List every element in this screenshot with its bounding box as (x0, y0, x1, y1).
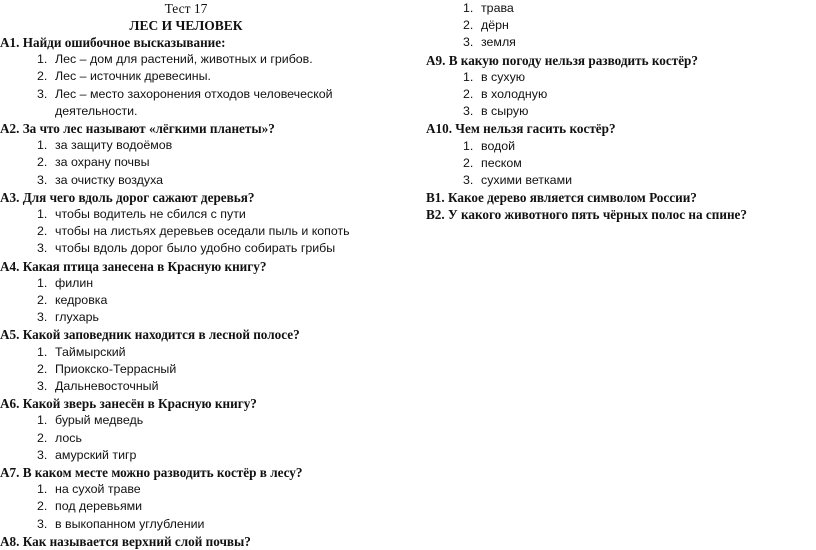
option-text: кедровка (55, 292, 108, 307)
right-column (426, 0, 816, 224)
question-text: А3. Для чего вдоль дорог сажают деревья? (0, 189, 255, 205)
answer-option (0, 516, 420, 533)
option-text: под деревьями (55, 499, 143, 514)
answer-option (0, 498, 420, 515)
option-text: в выкопанном углублении (55, 516, 205, 531)
option-number: 2. (37, 69, 48, 84)
question-block (0, 464, 420, 533)
option-number: 3. (463, 35, 474, 50)
left-question-list (0, 34, 420, 550)
option-number: 1. (37, 482, 48, 497)
option-number: 3. (37, 516, 48, 531)
question-block (0, 34, 420, 120)
option-number: 1. (37, 413, 48, 428)
option-number: 1. (463, 69, 474, 84)
option-text: лось (55, 430, 82, 445)
question-text: А7. В каком месте можно разводить костёр в лесу? (0, 464, 303, 480)
option-number: 1. (37, 344, 48, 359)
option-text: Приокско-Террасный (55, 361, 177, 376)
option-number: 3. (463, 173, 474, 187)
option-number: 3. (37, 241, 48, 256)
question-text: А5. Какой заповедник находится в лесной полосе? (0, 327, 300, 343)
option-number: 1. (37, 138, 48, 153)
answer-option (0, 309, 420, 326)
option-number: 2. (37, 292, 48, 307)
answer-option (426, 17, 816, 34)
answer-option (0, 447, 420, 464)
right-question-list (426, 52, 816, 224)
option-text: Дальневосточный (55, 378, 159, 393)
answer-option (0, 275, 420, 292)
option-number: 3. (37, 310, 48, 325)
option-number: 2. (463, 18, 474, 33)
question-text: А4. Какая птица занесена в Красную книгу? (0, 258, 267, 274)
answer-option (426, 86, 816, 103)
answer-option (426, 69, 816, 86)
question-block (0, 395, 420, 464)
option-text: Лес – дом для растений, животных и грибов. (55, 52, 313, 67)
option-text: трава (481, 1, 514, 15)
answer-option (0, 206, 420, 223)
question-block (426, 189, 816, 206)
question-block (0, 326, 420, 395)
answer-option (0, 344, 420, 361)
option-number: 1. (37, 52, 48, 67)
question-block (0, 533, 420, 550)
answer-option (0, 137, 420, 154)
answer-option (0, 481, 420, 498)
option-text: в сырую (481, 104, 529, 119)
option-text: земля (481, 35, 516, 50)
option-number: 3. (463, 104, 474, 119)
question-text: А8. Как называется верхний слой почвы? (0, 533, 251, 549)
option-text: дёрн (481, 18, 509, 33)
question-text: А6. Какой зверь занесён в Красную книгу? (0, 396, 257, 412)
option-text: Лес – источник древесины. (55, 69, 212, 84)
option-number: 1. (37, 206, 48, 221)
option-number: 2. (37, 499, 48, 514)
question-block (426, 206, 816, 223)
option-text: в сухую (481, 69, 526, 84)
answer-option (426, 0, 816, 17)
question-block (426, 52, 816, 121)
question-text: В1. Какое дерево является символом России? (426, 190, 697, 206)
answer-option (426, 138, 816, 155)
answer-option (426, 103, 816, 120)
answer-option (0, 86, 420, 120)
answer-option (0, 154, 420, 171)
option-number: 1. (463, 1, 474, 15)
answer-option (0, 240, 420, 257)
option-text: филин (55, 275, 94, 290)
continued-option-list (426, 0, 816, 52)
option-text: бурый медведь (55, 413, 144, 428)
option-number: 3. (37, 86, 48, 101)
question-text: А2. За что лес называют «лёгкими планеты»? (0, 121, 275, 136)
answer-option (426, 34, 816, 51)
question-text: А10. Чем нельзя гасить костёр? (426, 121, 616, 137)
question-block (0, 189, 420, 258)
option-text: Таймырский (55, 344, 126, 359)
option-number: 3. (37, 447, 48, 462)
option-text: сухими ветками (481, 173, 573, 187)
question-block (0, 120, 420, 189)
option-text: чтобы на листьях деревьев оседали пыль и копоть (55, 224, 350, 239)
answer-option (0, 172, 420, 189)
test-number-label: Тест 17 (164, 1, 208, 16)
question-text: А9. В какую погоду нельзя разводить костёр? (426, 52, 698, 68)
option-text: чтобы водитель не сбился с пути (55, 206, 246, 221)
question-text: В2. У какого животного пять чёрных полос на спине? (426, 207, 747, 223)
option-text: в холодную (481, 87, 548, 101)
option-text: водой (481, 138, 516, 153)
option-number: 2. (37, 430, 48, 445)
option-text: чтобы вдоль дорог было удобно собирать грибы (55, 241, 336, 256)
answer-option (0, 68, 420, 85)
option-text: за очистку воздуха (55, 172, 164, 187)
question-text: А1. Найди ошибочное высказывание: (0, 35, 226, 50)
option-number: 2. (463, 155, 474, 170)
option-text: песком (481, 155, 522, 170)
option-number: 2. (463, 87, 474, 101)
answer-option (0, 412, 420, 429)
answer-option (0, 430, 420, 447)
answer-option (426, 155, 816, 172)
question-block (0, 258, 420, 327)
answer-option (0, 378, 420, 395)
answer-option (0, 51, 420, 68)
option-number: 2. (37, 361, 48, 376)
answer-option (426, 172, 816, 189)
question-block (426, 120, 816, 189)
option-number: 3. (37, 172, 48, 187)
option-text: глухарь (55, 310, 99, 325)
option-number: 2. (37, 224, 48, 239)
answer-option (0, 361, 420, 378)
answer-option (0, 292, 420, 309)
option-text: за охрану почвы (55, 155, 150, 170)
option-number: 2. (37, 155, 48, 170)
option-text: Лес – место захоронения отходов человеческой деятельности. (55, 86, 333, 118)
answer-option (0, 223, 420, 240)
test-title: ЛЕС И ЧЕЛОВЕК (129, 18, 243, 33)
option-number: 1. (37, 275, 48, 290)
option-text: за защиту водоёмов (55, 138, 173, 153)
option-number: 3. (37, 378, 48, 393)
option-number: 1. (463, 138, 474, 153)
option-text: на сухой траве (55, 482, 141, 497)
option-text: амурский тигр (55, 447, 137, 462)
